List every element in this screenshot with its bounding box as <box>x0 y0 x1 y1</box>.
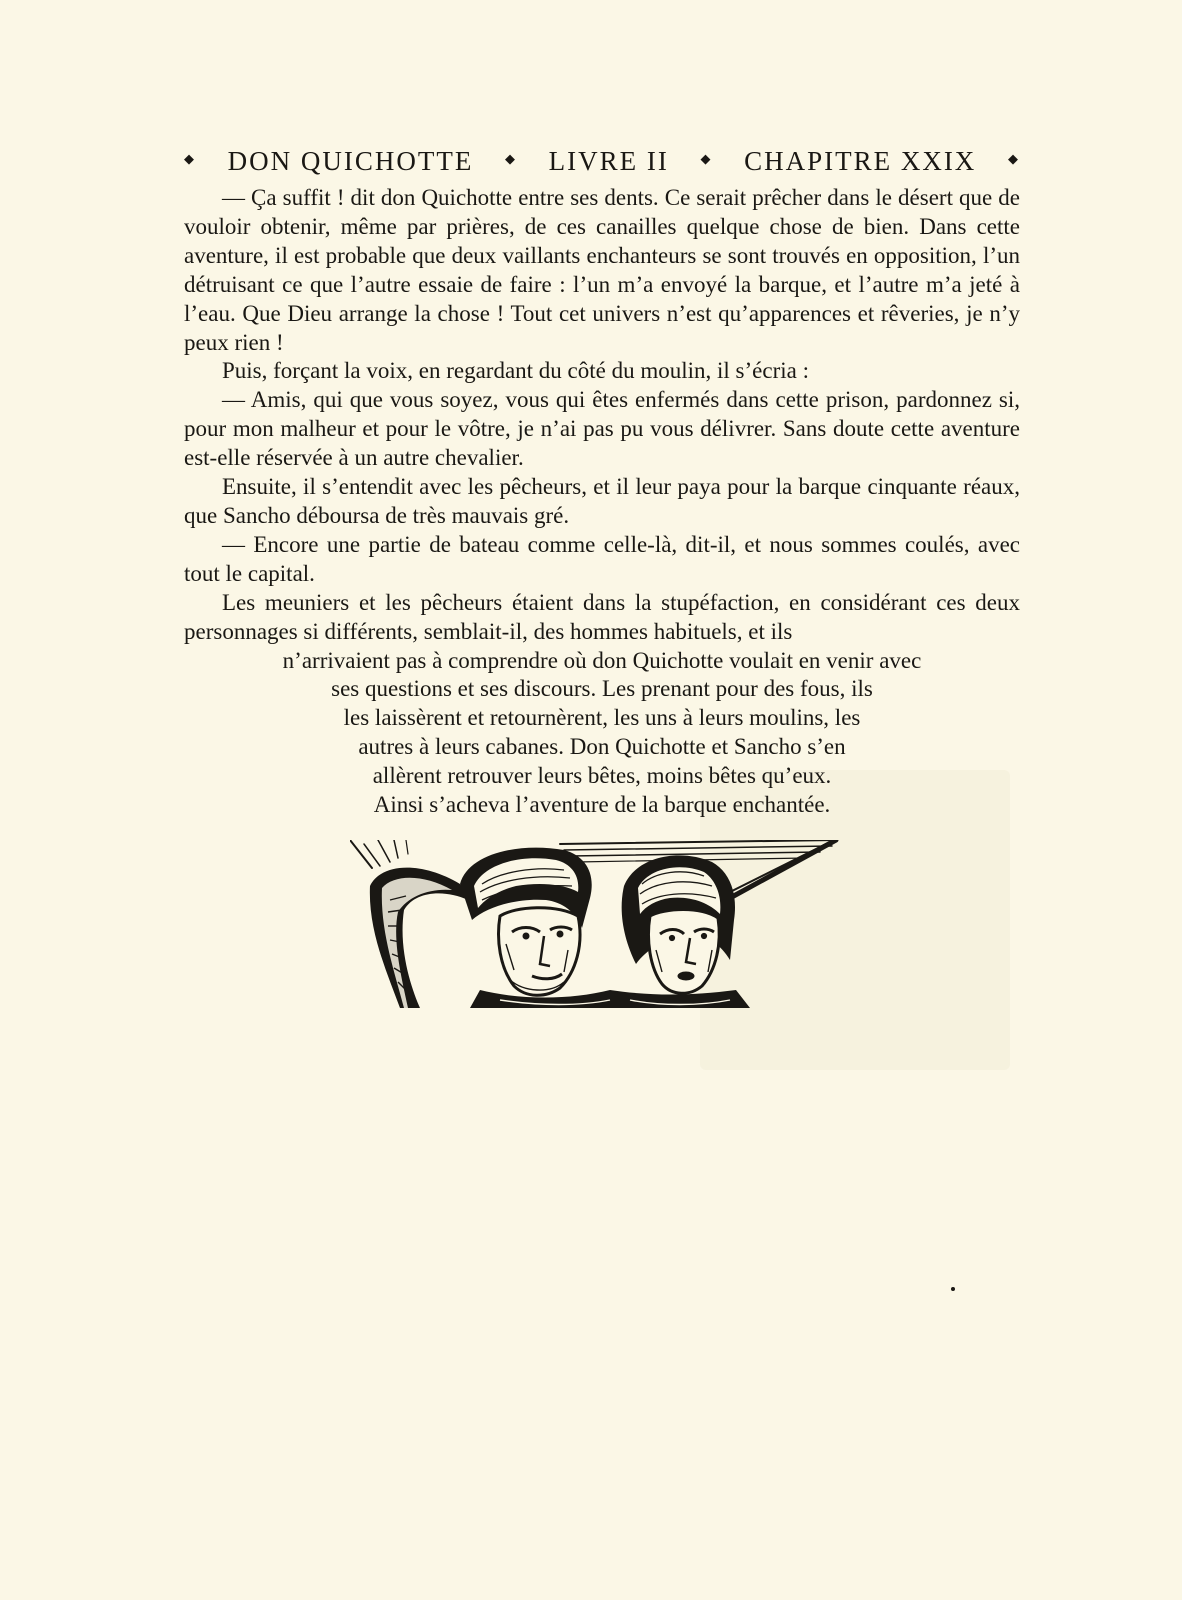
running-head-book: LIVRE II <box>548 146 669 176</box>
paragraph: — Encore une partie de bateau comme celle-là, dit-il, et nous sommes coulés, avec tout le capital. <box>184 531 1020 586</box>
closing-line: les laissèrent et retournèrent, les uns à leurs moulins, les <box>343 705 861 731</box>
running-head-title: DON QUICHOTTE <box>227 146 474 176</box>
closing-line: autres à leurs cabanes. Don Quichotte et Sancho s’en <box>358 734 846 760</box>
closing-line: ses questions et ses discours. Les prenant pour des fous, ils <box>331 676 873 702</box>
woodcut-illustration <box>350 840 856 1008</box>
running-head-chapter: CHAPITRE XXIX <box>744 146 977 176</box>
ornament-diamond-icon: ◆ <box>504 151 517 166</box>
paragraph: Les meuniers et les pêcheurs étaient dans la stupéfaction, en considérant ces deux personnages si différents, semblait-il, des hommes habituels, et ils <box>184 589 1020 644</box>
closing-line: Ainsi s’acheva l’aventure de la barque enchantée. <box>373 792 831 818</box>
woodcut-svg <box>350 840 856 1008</box>
ornament-diamond-icon: ◆ <box>1007 151 1020 166</box>
closing-line: allèrent retrouver leurs bêtes, moins bêtes qu’eux. <box>372 763 832 789</box>
chapter-text <box>184 184 1020 820</box>
closing-paragraph-taper <box>184 647 1020 820</box>
paragraph: — Ça suffit ! dit don Quichotte entre ses dents. Ce serait prêcher dans le désert que de vouloir obtenir, même par prières, de ces canailles quelque chose de bien. Dans cette aventure, il est probable que deux vaillants enchanteurs se sont trouvés en opposition, l’un détruisant ce que l’autre essaie de faire : l’un m’a envoyé la barque, et l’autre m’a jeté à l’eau. Que Dieu arrange la chose ! Tout cet univers n’est qu’apparences et rêveries, je n’y peux rien ! <box>184 185 1020 355</box>
ornament-diamond-icon: ◆ <box>700 151 713 166</box>
running-head <box>184 146 1020 176</box>
ink-speck <box>951 1287 955 1291</box>
closing-line: n’arrivaient pas à comprendre où don Quichotte voulait en venir avec <box>282 647 922 673</box>
paragraph: Puis, forçant la voix, en regardant du côté du moulin, il s’écria : <box>222 358 809 384</box>
paragraph: — Amis, qui que vous soyez, vous qui êtes enfermés dans cette prison, pardonnez si, pour mon malheur et pour le vôtre, je n’ai pas pu vous délivrer. Sans doute cette aventure est-elle réservée à un autre chevalier. <box>184 387 1020 471</box>
paragraph: Ensuite, il s’entendit avec les pêcheurs, et il leur paya pour la barque cinquante réaux, que Sancho déboursa de très mauvais gré. <box>184 474 1020 528</box>
ornament-diamond-icon: ◆ <box>184 151 196 166</box>
